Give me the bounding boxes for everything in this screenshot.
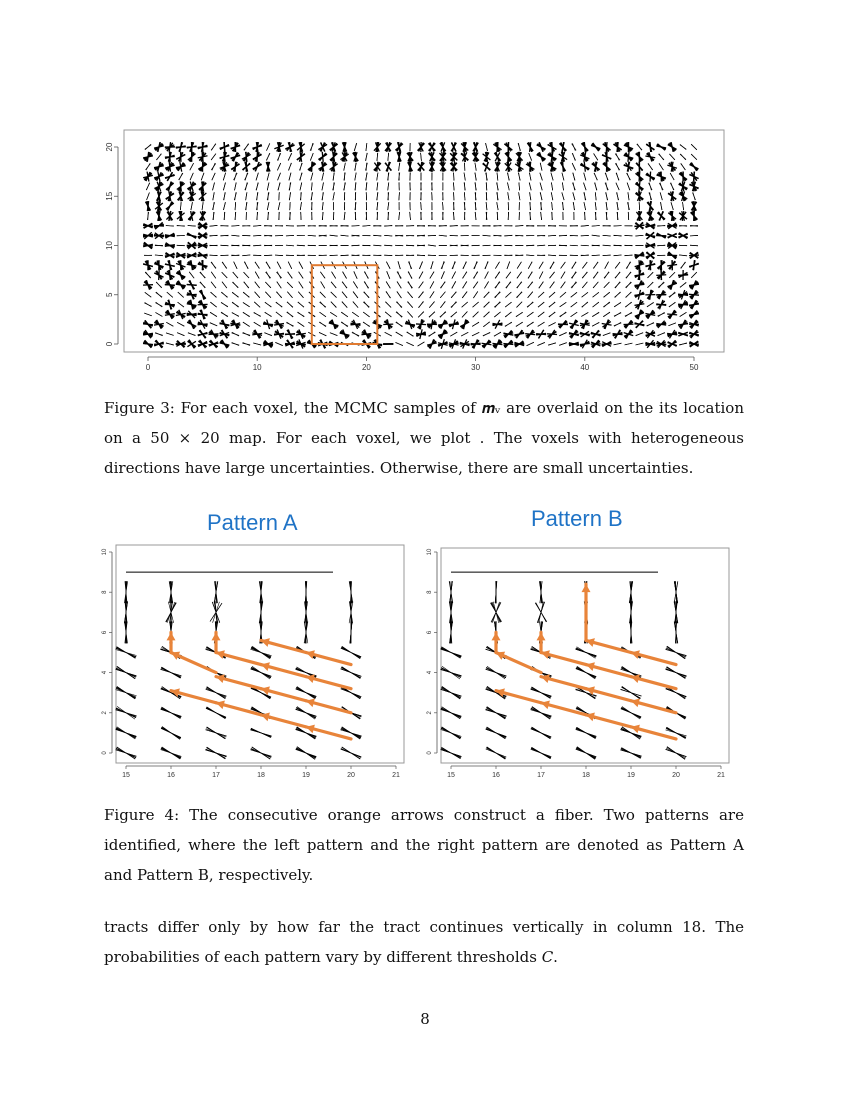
fig3-sample-stick	[202, 260, 203, 270]
pattern-a-y-tick-label: 0	[102, 751, 108, 755]
fig3-x-tick-label: 40	[580, 363, 590, 372]
figure-3-caption	[104, 393, 744, 483]
pattern-b-title: Pattern B	[531, 506, 623, 531]
pattern-b-y-tick-label: 4	[427, 670, 433, 675]
pattern-b-y-tick-label: 8	[427, 590, 433, 594]
figure-4-caption-label: Figure 4:	[104, 806, 180, 824]
pattern-a-y-tick-label: 6	[102, 630, 108, 635]
pattern-a-y-tick-label: 8	[102, 590, 108, 594]
fig3-x-tick-label: 0	[145, 363, 151, 372]
fig3-y-tick-label: 10	[105, 241, 114, 250]
pattern-a-x-tick-label: 15	[122, 772, 130, 779]
pattern-b-x-tick-label: 20	[672, 772, 680, 779]
pattern-b-x-tick-label: 19	[627, 772, 635, 779]
pattern-b-x-tick-label: 16	[492, 772, 500, 779]
pattern-a-y-tick-label: 10	[102, 548, 108, 556]
pattern-b-x-tick-label: 21	[717, 772, 725, 779]
pattern-a-x-tick-label: 18	[257, 772, 265, 779]
fig3-sample-stick	[656, 275, 666, 276]
fig3-y-tick-label: 5	[105, 292, 114, 297]
figure-3-caption-label: Figure 3:	[104, 399, 175, 417]
pattern-a-x-tick-label: 19	[302, 772, 310, 779]
pattern-a-y-tick-label: 2	[102, 711, 108, 715]
fig3-sample-stick	[656, 294, 666, 295]
fig3-sample-stick	[650, 260, 651, 270]
fig3-x-tick-label: 50	[689, 363, 699, 372]
figure-4-caption-text: The consecutive orange arrows construct a fiber. Two patterns are identified, where the left pattern and the right pattern are denoted as Pattern A and Pattern B, respectively.	[104, 806, 744, 884]
pattern-b-x-tick-label: 17	[537, 772, 545, 779]
pattern-a-chart	[100, 540, 406, 780]
pattern-b-chart	[425, 540, 731, 780]
pattern-b-x-tick-label: 18	[582, 772, 590, 779]
figure-3-chart	[104, 125, 728, 373]
pattern-a-y-tick-label: 4	[102, 670, 108, 675]
figure-3-caption-text: For each voxel, the MCMC samples of 𝒎ᵥ are overlaid on the its location on a 50 × 20 map. For each voxel, we plot . The voxels with heterogeneous directions have large uncertainties. Otherwise, there are small uncertainties.	[104, 399, 744, 477]
pattern-a-title: Pattern A	[207, 510, 298, 535]
fig3-sample-stick	[449, 324, 459, 325]
pattern-b-y-tick-label: 10	[427, 548, 433, 556]
pattern-a-x-tick-label: 20	[347, 772, 355, 779]
fig3-sample-stick	[650, 172, 651, 182]
pattern-a-x-tick-label: 17	[212, 772, 220, 779]
pattern-b-y-tick-label: 6	[427, 630, 433, 635]
fig3-sample-stick	[678, 275, 688, 276]
fig3-x-tick-label: 30	[471, 363, 481, 372]
pattern-b-y-tick-label: 2	[427, 711, 433, 715]
fig3-sample-stick	[667, 334, 677, 335]
fig3-sample-stick	[187, 285, 197, 286]
fig3-x-tick-label: 10	[252, 363, 262, 372]
fig3-sample-stick	[650, 201, 651, 211]
fig3-y-tick-label: 0	[105, 341, 114, 347]
pattern-a-plot-frame	[116, 545, 404, 763]
body-paragraph: tracts differ only by how far the tract continues vertically in column 18. The probabilities of each pattern vary by different thresholds 𝐶.	[104, 918, 744, 966]
fig3-sample-stick	[263, 324, 273, 325]
fig3-y-tick-label: 15	[105, 191, 114, 201]
fig3-y-tick-label: 20	[105, 142, 114, 152]
pattern-a-x-tick-label: 21	[392, 772, 400, 779]
pattern-a-x-tick-label: 16	[167, 772, 175, 779]
page-number: 8	[420, 1010, 430, 1028]
figure-4-caption	[104, 800, 744, 890]
fig3-x-tick-label: 20	[361, 363, 371, 372]
pattern-b-y-tick-label: 0	[427, 751, 433, 755]
pattern-b-x-tick-label: 15	[447, 772, 455, 779]
